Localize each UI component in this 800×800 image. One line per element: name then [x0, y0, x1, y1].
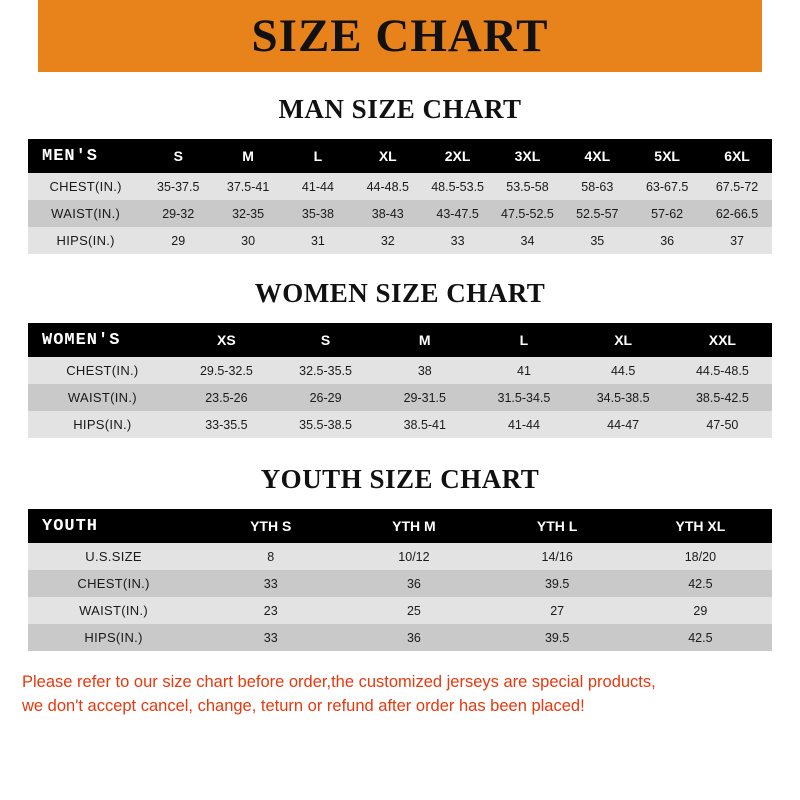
man-waist-m: 32-35: [213, 200, 283, 227]
women-section-title: WOMEN SIZE CHART: [254, 278, 546, 308]
youth-ussize-label: U.S.SIZE: [28, 543, 199, 570]
youth-table-body: [28, 543, 772, 651]
women-header-s: S: [276, 323, 375, 357]
youth-hips-s: 33: [199, 624, 342, 651]
table-row: [28, 173, 772, 200]
women-hips-m: 38.5-41: [375, 411, 474, 438]
man-waist-s: 29-32: [143, 200, 213, 227]
women-chest-s: 32.5-35.5: [276, 357, 375, 384]
man-table-header: [28, 139, 772, 173]
chart-content: [0, 94, 800, 651]
man-chest-2xl: 48.5-53.5: [423, 173, 493, 200]
man-hips-s: 29: [143, 227, 213, 254]
women-hips-xs: 33-35.5: [177, 411, 276, 438]
women-chest-label: CHEST(IN.): [28, 357, 177, 384]
man-hips-2xl: 33: [423, 227, 493, 254]
table-row: [28, 200, 772, 227]
youth-header-s: YTH S: [199, 509, 342, 543]
youth-section-title: YOUTH SIZE CHART: [260, 464, 540, 494]
table-row: [28, 357, 772, 384]
youth-header-l: YTH L: [486, 509, 629, 543]
women-chest-m: 38: [375, 357, 474, 384]
youth-ussize-m: 10/12: [342, 543, 485, 570]
table-header-row: [28, 509, 772, 543]
man-chest-s: 35-37.5: [143, 173, 213, 200]
youth-ussize-l: 14/16: [486, 543, 629, 570]
footnote: [0, 671, 800, 719]
women-waist-xs: 23.5-26: [177, 384, 276, 411]
youth-hips-l: 39.5: [486, 624, 629, 651]
women-header-m: M: [375, 323, 474, 357]
man-section-title: MAN SIZE CHART: [278, 94, 522, 124]
women-waist-m: 29-31.5: [375, 384, 474, 411]
women-size-table: [28, 323, 772, 438]
youth-waist-s: 23: [199, 597, 342, 624]
header-left-spacer: [0, 0, 38, 72]
women-waist-xl: 34.5-38.5: [574, 384, 673, 411]
table-header-row: [28, 139, 772, 173]
women-table-body: [28, 357, 772, 438]
man-waist-2xl: 43-47.5: [423, 200, 493, 227]
youth-chest-l: 39.5: [486, 570, 629, 597]
women-header-label: WOMEN'S: [28, 323, 177, 357]
man-hips-label: HIPS(IN.): [28, 227, 143, 254]
man-chest-5xl: 63-67.5: [632, 173, 702, 200]
women-chest-l: 41: [474, 357, 573, 384]
youth-chest-label: CHEST(IN.): [28, 570, 199, 597]
table-row: [28, 384, 772, 411]
man-hips-5xl: 36: [632, 227, 702, 254]
women-waist-label: WAIST(IN.): [28, 384, 177, 411]
women-hips-l: 41-44: [474, 411, 573, 438]
man-table-body: [28, 173, 772, 254]
man-waist-xl: 38-43: [353, 200, 423, 227]
man-header-4xl: 4XL: [562, 139, 632, 173]
page-title: SIZE CHART: [251, 9, 549, 62]
women-hips-label: HIPS(IN.): [28, 411, 177, 438]
header-right-spacer: [762, 0, 800, 72]
man-waist-6xl: 62-66.5: [702, 200, 772, 227]
youth-waist-label: WAIST(IN.): [28, 597, 199, 624]
youth-waist-l: 27: [486, 597, 629, 624]
man-hips-m: 30: [213, 227, 283, 254]
man-hips-6xl: 37: [702, 227, 772, 254]
women-hips-xl: 44-47: [574, 411, 673, 438]
man-waist-l: 35-38: [283, 200, 353, 227]
youth-chest-s: 33: [199, 570, 342, 597]
man-header-s: S: [143, 139, 213, 173]
man-waist-4xl: 52.5-57: [562, 200, 632, 227]
table-header-row: [28, 323, 772, 357]
women-header-xl: XL: [574, 323, 673, 357]
man-waist-5xl: 57-62: [632, 200, 702, 227]
youth-table-header: [28, 509, 772, 543]
youth-size-table: [28, 509, 772, 651]
man-chest-6xl: 67.5-72: [702, 173, 772, 200]
man-header-l: L: [283, 139, 353, 173]
table-row: [28, 543, 772, 570]
table-row: [28, 227, 772, 254]
youth-header-xl: YTH XL: [629, 509, 772, 543]
man-header-3xl: 3XL: [493, 139, 563, 173]
youth-header-label: YOUTH: [28, 509, 199, 543]
women-header-l: L: [474, 323, 573, 357]
man-chest-4xl: 58-63: [562, 173, 632, 200]
women-chest-xxl: 44.5-48.5: [673, 357, 772, 384]
man-chest-label: CHEST(IN.): [28, 173, 143, 200]
man-chest-3xl: 53.5-58: [493, 173, 563, 200]
youth-header-m: YTH M: [342, 509, 485, 543]
man-hips-l: 31: [283, 227, 353, 254]
man-waist-3xl: 47.5-52.5: [493, 200, 563, 227]
youth-hips-xl: 42.5: [629, 624, 772, 651]
youth-chest-m: 36: [342, 570, 485, 597]
youth-waist-xl: 29: [629, 597, 772, 624]
women-waist-s: 26-29: [276, 384, 375, 411]
man-waist-label: WAIST(IN.): [28, 200, 143, 227]
women-hips-xxl: 47-50: [673, 411, 772, 438]
youth-hips-m: 36: [342, 624, 485, 651]
women-header-xxl: XXL: [673, 323, 772, 357]
man-chest-m: 37.5-41: [213, 173, 283, 200]
man-chest-xl: 44-48.5: [353, 173, 423, 200]
man-header-xl: XL: [353, 139, 423, 173]
man-hips-xl: 32: [353, 227, 423, 254]
women-chest-xl: 44.5: [574, 357, 673, 384]
women-table-header: [28, 323, 772, 357]
table-row: [28, 411, 772, 438]
women-waist-l: 31.5-34.5: [474, 384, 573, 411]
women-chest-xs: 29.5-32.5: [177, 357, 276, 384]
header-band: [0, 0, 800, 72]
man-size-table: [28, 139, 772, 254]
man-header-2xl: 2XL: [423, 139, 493, 173]
women-waist-xxl: 38.5-42.5: [673, 384, 772, 411]
footnote-line-1: Please refer to our size chart before order,the customized jerseys are special products,: [22, 673, 656, 691]
youth-chest-xl: 42.5: [629, 570, 772, 597]
table-row: [28, 597, 772, 624]
youth-waist-m: 25: [342, 597, 485, 624]
man-chest-l: 41-44: [283, 173, 353, 200]
women-hips-s: 35.5-38.5: [276, 411, 375, 438]
footnote-line-2: we don't accept cancel, change, teturn or refund after order has been placed!: [22, 696, 585, 715]
man-header-6xl: 6XL: [702, 139, 772, 173]
man-header-label: MEN'S: [28, 139, 143, 173]
table-row: [28, 624, 772, 651]
man-hips-3xl: 34: [493, 227, 563, 254]
man-hips-4xl: 35: [562, 227, 632, 254]
youth-ussize-xl: 18/20: [629, 543, 772, 570]
man-header-5xl: 5XL: [632, 139, 702, 173]
youth-hips-label: HIPS(IN.): [28, 624, 199, 651]
man-header-m: M: [213, 139, 283, 173]
table-row: [28, 570, 772, 597]
women-header-xs: XS: [177, 323, 276, 357]
youth-ussize-s: 8: [199, 543, 342, 570]
